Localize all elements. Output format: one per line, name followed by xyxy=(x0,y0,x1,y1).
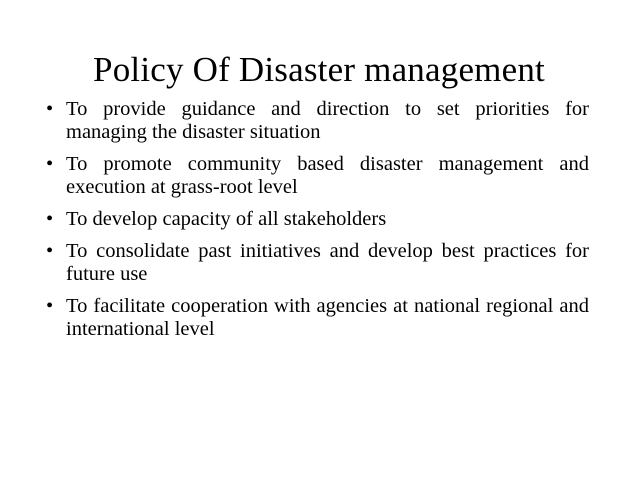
bullet-item xyxy=(46,98,589,144)
bullet-icon: • xyxy=(46,153,54,175)
bullet-icon: • xyxy=(46,98,54,120)
bullet-icon: • xyxy=(46,208,54,230)
bullet-text: To promote community based disaster management and execution at grass-root level xyxy=(66,153,589,198)
slide-title: Policy Of Disaster management xyxy=(93,50,545,89)
bullet-item xyxy=(46,153,589,199)
bullet-text: To consolidate past initiatives and develop best practices for future use xyxy=(66,240,589,285)
bullet-text: To provide guidance and direction to set priorities for managing the disaster situation xyxy=(66,98,589,143)
bullet-item xyxy=(46,295,589,341)
bullet-list xyxy=(46,98,589,350)
bullet-item xyxy=(46,208,589,231)
bullet-text: To develop capacity of all stakeholders xyxy=(66,208,387,230)
bullet-icon: • xyxy=(46,295,54,317)
bullet-text: To facilitate cooperation with agencies at national regional and international level xyxy=(66,295,589,340)
bullet-icon: • xyxy=(46,240,54,262)
bullet-item xyxy=(46,240,589,286)
